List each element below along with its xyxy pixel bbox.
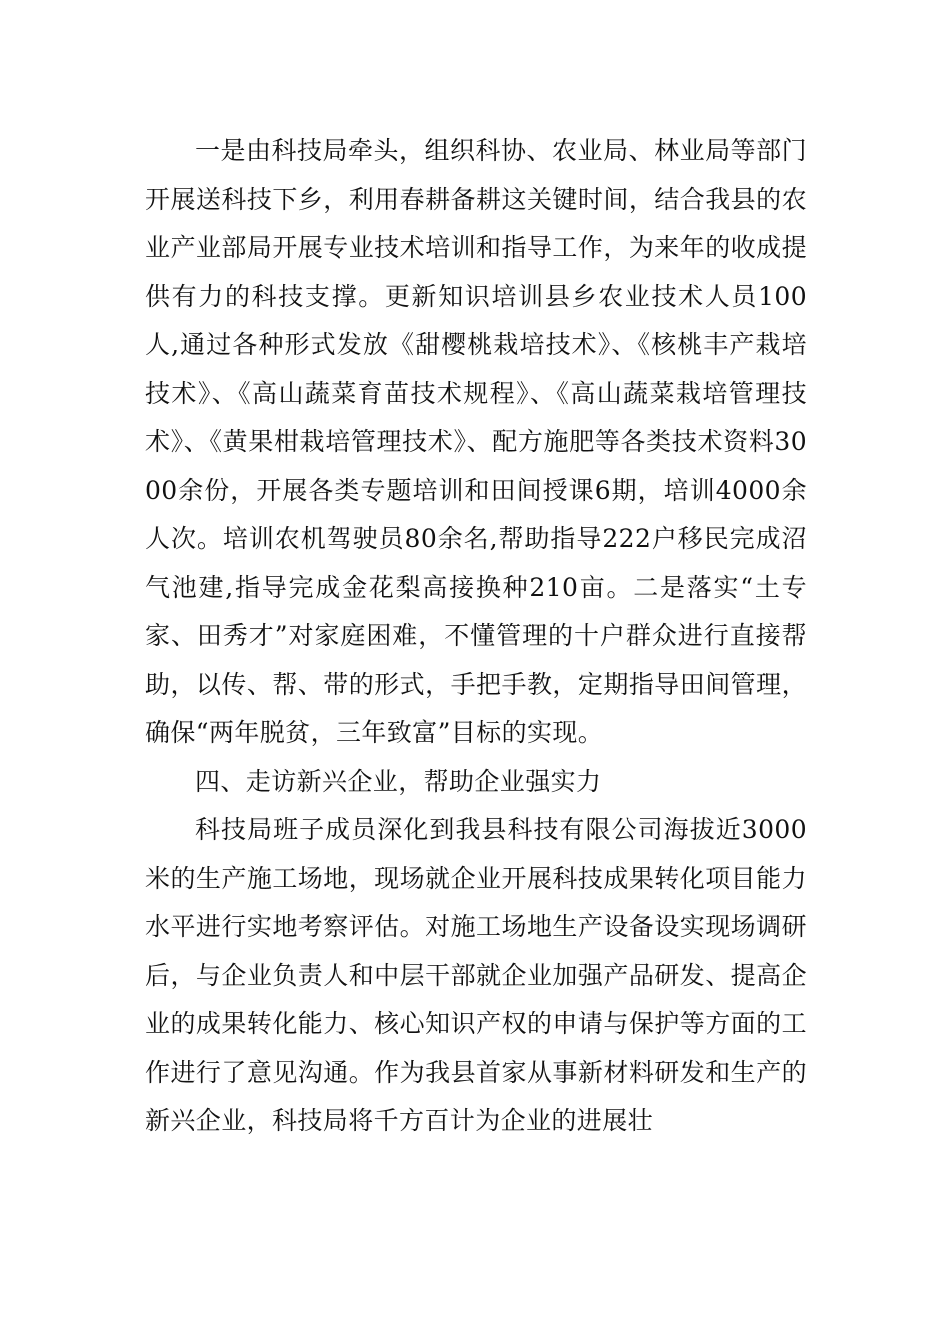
paragraph-enterprise-visit: 科技局班子成员深化到我县科技有限公司海拔近3000米的生产施工场地，现场就企业开展科技成果转化项目能力水平进行实地考察评估。对施工场地生产设备设实现场调研后，与企业负责人和中层干部就企业加强产品研发、提高企业的成果转化能力、核心知识产权的申请与保护等方面的工作进行了意见沟通。作为我县首家从事新材料研发和生产的新兴企业，科技局将千方百计为企业的进展壮 — [145, 815, 807, 1135]
document-body — [145, 127, 807, 1146]
paragraph-tech-training: 一是由科技局牵头，组织科协、农业局、林业局等部门开展送科技下乡，利用春耕备耕这关键时间，结合我县的农业产业部局开展专业技术培训和指导工作，为来年的收成提供有力的科技支撑。更新知识培训县乡农业技术人员100人,通过各种形式发放《甜樱桃栽培技术》、《核桃丰产栽培技术》、《高山蔬菜育苗技术规程》、《高山蔬菜栽培管理技术》、《黄果柑栽培管理技术》、配方施肥等各类技术资料3000余份，开展各类专题培训和田间授课6期，培训4000余人次。培训农机驾驶员80余名,帮助指导222户移民完成沼气池建,指导完成金花梨高接换种210亩。二是落实“土专家、田秀才”对家庭困难，不懂管理的十户群众进行直接帮助，以传、帮、带的形式，手把手教，定期指导田间管理，确保“两年脱贫，三年致富”目标的实现。 — [145, 136, 807, 747]
section-heading-enterprise-visit: 四、走访新兴企业，帮助企业强实力 — [195, 766, 602, 796]
